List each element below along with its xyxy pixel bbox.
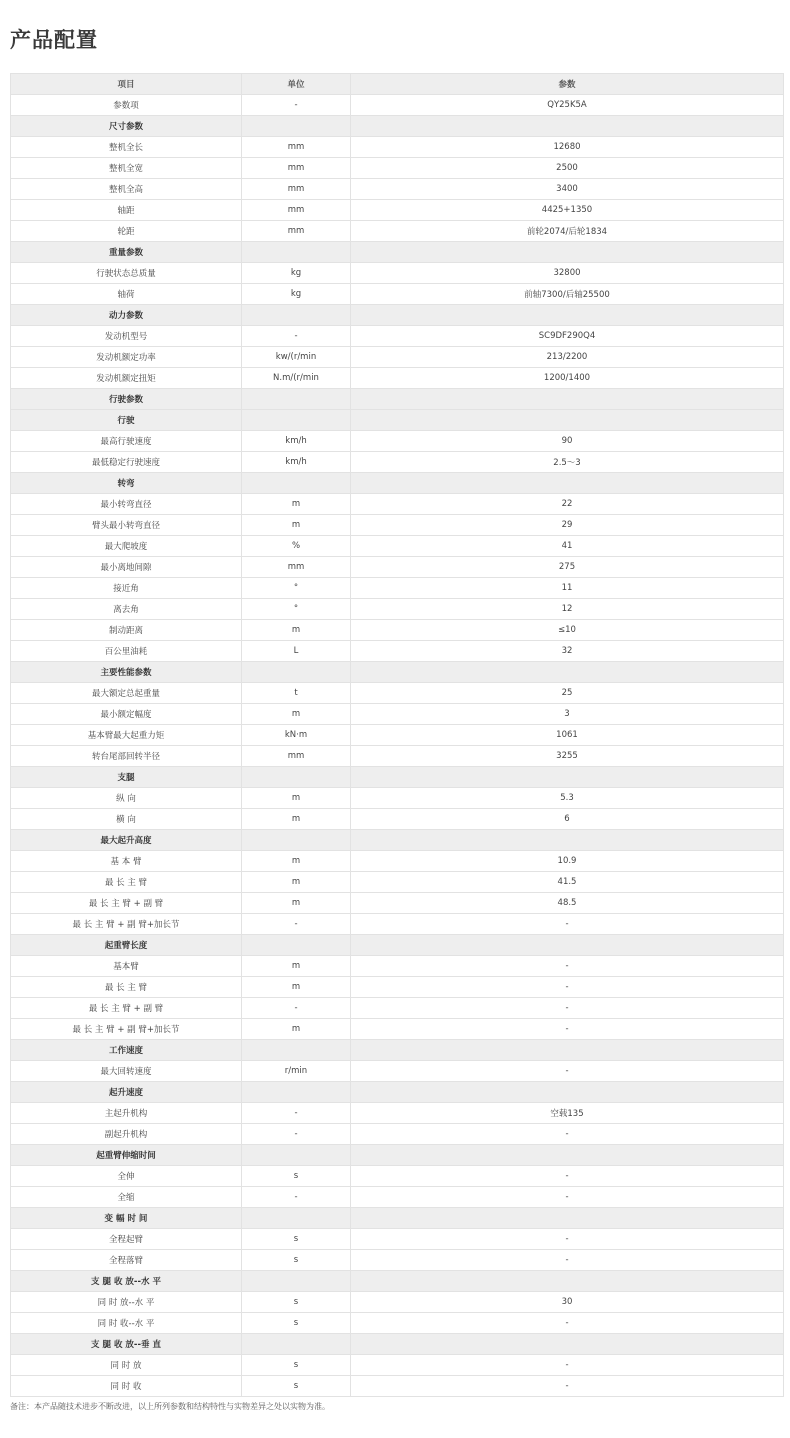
value-cell: 2.5～3 <box>351 452 784 473</box>
section-row <box>11 473 784 494</box>
table-row <box>11 263 784 284</box>
item-name-cell: 最 长 主 臂 <box>11 872 242 893</box>
value-cell: QY25K5A <box>351 95 784 116</box>
item-name-cell: 纵 向 <box>11 788 242 809</box>
unit-cell <box>242 830 351 851</box>
item-name-cell: 整机全长 <box>11 137 242 158</box>
unit-cell <box>242 389 351 410</box>
unit-cell <box>242 662 351 683</box>
unit-cell: s <box>242 1355 351 1376</box>
table-row <box>11 515 784 536</box>
value-cell <box>351 305 784 326</box>
value-cell <box>351 473 784 494</box>
section-row <box>11 389 784 410</box>
item-name-cell: 最 长 主 臂 + 副 臂+加长节 <box>11 1019 242 1040</box>
value-cell: - <box>351 1250 784 1271</box>
item-name-cell: 参数项 <box>11 95 242 116</box>
value-cell <box>351 1334 784 1355</box>
unit-cell <box>242 473 351 494</box>
section-title-cell: 工作速度 <box>11 1040 242 1061</box>
value-cell: 10.9 <box>351 851 784 872</box>
item-name-cell: 转台尾部回转半径 <box>11 746 242 767</box>
unit-cell: - <box>242 998 351 1019</box>
value-cell: 90 <box>351 431 784 452</box>
item-name-cell: 臂头最小转弯直径 <box>11 515 242 536</box>
unit-cell <box>242 1040 351 1061</box>
unit-cell: s <box>242 1229 351 1250</box>
table-row <box>11 809 784 830</box>
item-name-cell: 接近角 <box>11 578 242 599</box>
unit-cell: m <box>242 515 351 536</box>
value-cell: 1061 <box>351 725 784 746</box>
value-cell: - <box>351 1376 784 1397</box>
value-cell: - <box>351 956 784 977</box>
section-title-cell: 起重臂长度 <box>11 935 242 956</box>
item-name-cell: 全伸 <box>11 1166 242 1187</box>
item-name-cell: 同 时 收 <box>11 1376 242 1397</box>
unit-cell: - <box>242 914 351 935</box>
unit-cell: mm <box>242 137 351 158</box>
unit-cell: m <box>242 620 351 641</box>
value-cell: - <box>351 1124 784 1145</box>
table-row <box>11 179 784 200</box>
section-title-cell: 行驶参数 <box>11 389 242 410</box>
value-cell: 213/2200 <box>351 347 784 368</box>
value-cell: 22 <box>351 494 784 515</box>
value-cell: 3400 <box>351 179 784 200</box>
unit-cell: kw/(r/min <box>242 347 351 368</box>
table-row <box>11 641 784 662</box>
item-name-cell: 最 长 主 臂 + 副 臂 <box>11 998 242 1019</box>
item-name-cell: 发动机型号 <box>11 326 242 347</box>
table-row <box>11 137 784 158</box>
item-name-cell: 最大额定总起重量 <box>11 683 242 704</box>
value-cell <box>351 1082 784 1103</box>
section-row <box>11 830 784 851</box>
unit-cell <box>242 116 351 137</box>
value-cell: ≤10 <box>351 620 784 641</box>
unit-cell: kg <box>242 284 351 305</box>
item-name-cell: 离去角 <box>11 599 242 620</box>
table-row <box>11 1187 784 1208</box>
unit-cell: ° <box>242 578 351 599</box>
value-cell: 25 <box>351 683 784 704</box>
section-row <box>11 305 784 326</box>
unit-cell: s <box>242 1250 351 1271</box>
item-name-cell: 轮距 <box>11 221 242 242</box>
table-row <box>11 851 784 872</box>
unit-cell: m <box>242 809 351 830</box>
table-row <box>11 347 784 368</box>
unit-cell: - <box>242 1187 351 1208</box>
table-row <box>11 200 784 221</box>
section-title-cell: 重量参数 <box>11 242 242 263</box>
table-row <box>11 977 784 998</box>
section-title-cell: 支腿 <box>11 767 242 788</box>
value-cell: - <box>351 1355 784 1376</box>
section-row <box>11 1082 784 1103</box>
item-name-cell: 同 时 放--水 平 <box>11 1292 242 1313</box>
unit-cell <box>242 935 351 956</box>
value-cell: 275 <box>351 557 784 578</box>
value-cell: 2500 <box>351 158 784 179</box>
value-cell <box>351 1040 784 1061</box>
table-row <box>11 914 784 935</box>
unit-cell: L <box>242 641 351 662</box>
item-name-cell: 全程落臂 <box>11 1250 242 1271</box>
unit-cell: - <box>242 1103 351 1124</box>
table-row <box>11 620 784 641</box>
item-name-cell: 同 时 收--水 平 <box>11 1313 242 1334</box>
item-name-cell: 基本臂最大起重力矩 <box>11 725 242 746</box>
unit-cell <box>242 1334 351 1355</box>
table-row <box>11 788 784 809</box>
item-name-cell: 行驶状态总质量 <box>11 263 242 284</box>
table-row <box>11 725 784 746</box>
unit-cell: r/min <box>242 1061 351 1082</box>
item-name-cell: 轴荷 <box>11 284 242 305</box>
table-row <box>11 1103 784 1124</box>
item-name-cell: 发动机额定扭矩 <box>11 368 242 389</box>
value-cell: 12 <box>351 599 784 620</box>
unit-cell: m <box>242 872 351 893</box>
header-item: 项目 <box>11 74 242 95</box>
item-name-cell: 整机全宽 <box>11 158 242 179</box>
unit-cell: km/h <box>242 431 351 452</box>
value-cell <box>351 389 784 410</box>
unit-cell: m <box>242 494 351 515</box>
table-row <box>11 1061 784 1082</box>
table-row <box>11 284 784 305</box>
section-title-cell: 动力参数 <box>11 305 242 326</box>
value-cell: 11 <box>351 578 784 599</box>
unit-cell: s <box>242 1292 351 1313</box>
table-row <box>11 1250 784 1271</box>
item-name-cell: 百公里油耗 <box>11 641 242 662</box>
value-cell: 12680 <box>351 137 784 158</box>
value-cell: 空载135 <box>351 1103 784 1124</box>
unit-cell <box>242 1082 351 1103</box>
value-cell: 32800 <box>351 263 784 284</box>
unit-cell: mm <box>242 557 351 578</box>
item-name-cell: 同 时 放 <box>11 1355 242 1376</box>
unit-cell: - <box>242 95 351 116</box>
item-name-cell: 最 长 主 臂 <box>11 977 242 998</box>
table-row <box>11 1166 784 1187</box>
table-row <box>11 872 784 893</box>
section-title-cell: 行驶 <box>11 410 242 431</box>
value-cell: 30 <box>351 1292 784 1313</box>
value-cell: 41 <box>351 536 784 557</box>
section-title-cell: 尺寸参数 <box>11 116 242 137</box>
section-title-cell: 变 幅 时 间 <box>11 1208 242 1229</box>
table-row <box>11 494 784 515</box>
unit-cell: N.m/(r/min <box>242 368 351 389</box>
section-title-cell: 支 腿 收 放--垂 直 <box>11 1334 242 1355</box>
value-cell: - <box>351 1313 784 1334</box>
value-cell <box>351 662 784 683</box>
table-row <box>11 368 784 389</box>
table-row <box>11 893 784 914</box>
value-cell <box>351 1208 784 1229</box>
page-title: 产品配置 <box>10 28 98 52</box>
unit-cell: m <box>242 956 351 977</box>
unit-cell: ° <box>242 599 351 620</box>
value-cell: - <box>351 977 784 998</box>
value-cell: 3255 <box>351 746 784 767</box>
section-title-cell: 转弯 <box>11 473 242 494</box>
unit-cell: km/h <box>242 452 351 473</box>
section-title-cell: 主要性能参数 <box>11 662 242 683</box>
unit-cell: % <box>242 536 351 557</box>
value-cell: 前轴7300/后轴25500 <box>351 284 784 305</box>
section-title-cell: 最大起升高度 <box>11 830 242 851</box>
value-cell: 29 <box>351 515 784 536</box>
value-cell <box>351 1271 784 1292</box>
value-cell: - <box>351 998 784 1019</box>
table-header-row <box>11 74 784 95</box>
section-row <box>11 242 784 263</box>
header-unit: 单位 <box>242 74 351 95</box>
table-row <box>11 683 784 704</box>
value-cell <box>351 935 784 956</box>
footnote: 备注：本产品随技术进步不断改进，以上所列参数和结构特性与实物差异之处以实物为准。 <box>10 1402 330 1411</box>
table-row <box>11 536 784 557</box>
unit-cell <box>242 242 351 263</box>
value-cell: 4425+1350 <box>351 200 784 221</box>
item-name-cell: 轴距 <box>11 200 242 221</box>
unit-cell: m <box>242 893 351 914</box>
value-cell: - <box>351 1061 784 1082</box>
item-name-cell: 发动机额定功率 <box>11 347 242 368</box>
item-name-cell: 全程起臂 <box>11 1229 242 1250</box>
unit-cell: s <box>242 1376 351 1397</box>
item-name-cell: 全缩 <box>11 1187 242 1208</box>
unit-cell: t <box>242 683 351 704</box>
table-row <box>11 956 784 977</box>
value-cell: 6 <box>351 809 784 830</box>
item-name-cell: 最小离地间隙 <box>11 557 242 578</box>
unit-cell: m <box>242 1019 351 1040</box>
table-row <box>11 998 784 1019</box>
item-name-cell: 横 向 <box>11 809 242 830</box>
section-row <box>11 116 784 137</box>
table-row <box>11 1124 784 1145</box>
table-row <box>11 326 784 347</box>
value-cell: 41.5 <box>351 872 784 893</box>
table-row <box>11 1376 784 1397</box>
section-row <box>11 1208 784 1229</box>
item-name-cell: 最 长 主 臂 + 副 臂+加长节 <box>11 914 242 935</box>
table-row <box>11 557 784 578</box>
unit-cell: s <box>242 1313 351 1334</box>
value-cell <box>351 116 784 137</box>
unit-cell: kN·m <box>242 725 351 746</box>
item-name-cell: 基本臂 <box>11 956 242 977</box>
unit-cell <box>242 305 351 326</box>
unit-cell: mm <box>242 179 351 200</box>
value-cell <box>351 242 784 263</box>
item-name-cell: 最高行驶速度 <box>11 431 242 452</box>
table-row <box>11 1019 784 1040</box>
value-cell: 前轮2074/后轮1834 <box>351 221 784 242</box>
unit-cell: s <box>242 1166 351 1187</box>
value-cell: 3 <box>351 704 784 725</box>
value-cell: 1200/1400 <box>351 368 784 389</box>
item-name-cell: 主起升机构 <box>11 1103 242 1124</box>
table-row <box>11 1313 784 1334</box>
section-row <box>11 767 784 788</box>
unit-cell <box>242 1208 351 1229</box>
unit-cell: m <box>242 704 351 725</box>
unit-cell <box>242 1271 351 1292</box>
unit-cell: mm <box>242 158 351 179</box>
unit-cell: - <box>242 1124 351 1145</box>
unit-cell: - <box>242 326 351 347</box>
table-row <box>11 158 784 179</box>
section-title-cell: 起升速度 <box>11 1082 242 1103</box>
unit-cell: kg <box>242 263 351 284</box>
item-name-cell: 最小转弯直径 <box>11 494 242 515</box>
value-cell: - <box>351 1166 784 1187</box>
table-row <box>11 1292 784 1313</box>
unit-cell: m <box>242 788 351 809</box>
item-name-cell: 最大回转速度 <box>11 1061 242 1082</box>
value-cell <box>351 767 784 788</box>
item-name-cell: 最大爬坡度 <box>11 536 242 557</box>
table-row <box>11 746 784 767</box>
unit-cell: mm <box>242 221 351 242</box>
header-value: 参数 <box>351 74 784 95</box>
section-row <box>11 1334 784 1355</box>
item-name-cell: 制动距离 <box>11 620 242 641</box>
value-cell: - <box>351 1187 784 1208</box>
item-name-cell: 最 长 主 臂 + 副 臂 <box>11 893 242 914</box>
table-row <box>11 704 784 725</box>
unit-cell: m <box>242 977 351 998</box>
table-row <box>11 221 784 242</box>
section-row <box>11 1145 784 1166</box>
section-row <box>11 1271 784 1292</box>
unit-cell: mm <box>242 200 351 221</box>
value-cell: - <box>351 1229 784 1250</box>
value-cell: SC9DF290Q4 <box>351 326 784 347</box>
section-row <box>11 410 784 431</box>
table-row <box>11 431 784 452</box>
value-cell <box>351 830 784 851</box>
item-name-cell: 基 本 臂 <box>11 851 242 872</box>
table-row <box>11 578 784 599</box>
table-row <box>11 599 784 620</box>
item-name-cell: 最小额定幅度 <box>11 704 242 725</box>
table-row <box>11 452 784 473</box>
item-name-cell: 最低稳定行驶速度 <box>11 452 242 473</box>
unit-cell <box>242 767 351 788</box>
value-cell: - <box>351 1019 784 1040</box>
section-title-cell: 起重臂伸缩时间 <box>11 1145 242 1166</box>
section-title-cell: 支 腿 收 放--水 平 <box>11 1271 242 1292</box>
value-cell <box>351 410 784 431</box>
value-cell: 5.3 <box>351 788 784 809</box>
table-row <box>11 1355 784 1376</box>
table-row <box>11 95 784 116</box>
section-row <box>11 1040 784 1061</box>
table-row <box>11 1229 784 1250</box>
unit-cell <box>242 1145 351 1166</box>
value-cell <box>351 1145 784 1166</box>
item-name-cell: 整机全高 <box>11 179 242 200</box>
spec-table <box>10 73 784 1397</box>
section-row <box>11 662 784 683</box>
value-cell: 48.5 <box>351 893 784 914</box>
unit-cell <box>242 410 351 431</box>
section-row <box>11 935 784 956</box>
unit-cell: mm <box>242 746 351 767</box>
value-cell: 32 <box>351 641 784 662</box>
item-name-cell: 副起升机构 <box>11 1124 242 1145</box>
value-cell: - <box>351 914 784 935</box>
unit-cell: m <box>242 851 351 872</box>
